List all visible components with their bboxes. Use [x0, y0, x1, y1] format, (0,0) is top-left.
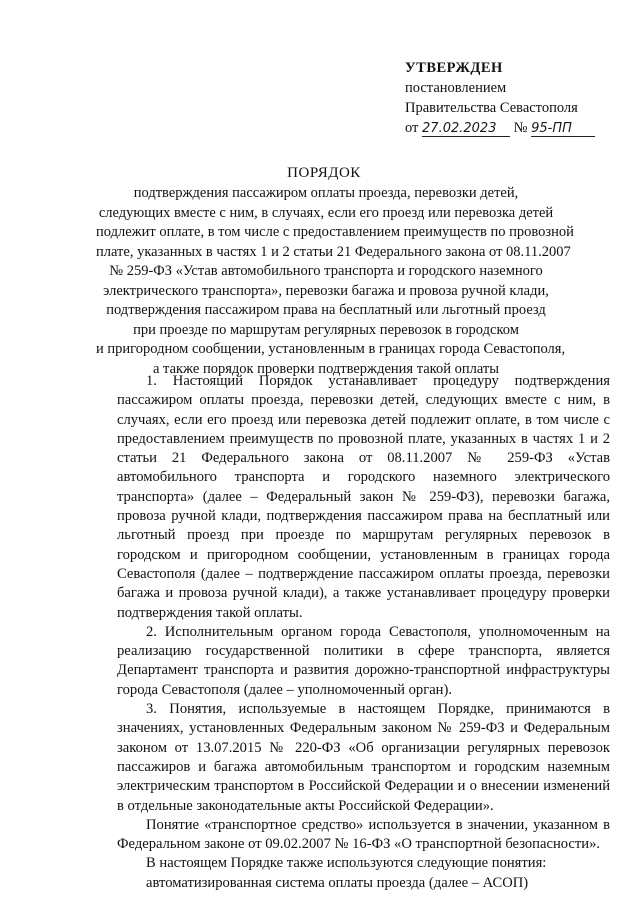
document-body — [117, 372, 610, 893]
number-label: № — [513, 120, 528, 136]
subtitle-line: плате, указанных в частях 1 и 2 статьи 21 Федерального закона от 08.11.2007 — [96, 243, 571, 260]
subtitle-line: подтверждения пассажиром права на бесплатный или льготный проезд — [106, 302, 546, 318]
handwritten-number: 95-ПП — [531, 121, 595, 137]
approval-heading: УТВЕРЖДЕН — [405, 60, 503, 76]
subtitle-line: № 259-ФЗ «Устав автомобильного транспорта и городского наземного — [109, 263, 543, 279]
paragraph-3: 3. Понятия, используемые в настоящем Порядке, принимаются в значениях, установленных Федеральным законом № 259-ФЗ и Федеральным законом от 13.07.2015 № 220-ФЗ «Об организации регулярных перевозок пассажиров и багажа автомобильным транспортом и городским наземным электрическим транспортом в Российской Федерации и о внесении изменений в отдельные законодательные акты Российской Федерации». — [117, 701, 610, 814]
subtitle-line: следующих вместе с ним, в случаях, если его проезд или перевозка детей — [98, 204, 554, 221]
paragraph-1: 1. Настоящий Порядок устанавливает процедуру подтверждения пассажиром оплаты проезда, перевозки детей, следующих вместе с ним, в случаях, если его проезд или перевозка детей подлежит оплате, в том числе с предоставлением преимуществ по провозной плате, указанных в частях 1 и 2 статьи 21 Федерального закона от 08.11.2007 № 259-ФЗ «Устав автомобильного транспорта и городского наземного электрического транспорта» (далее – Федеральный закон № 259-ФЗ), перевозки багажа, провоза ручной клади, подтверждения пассажиром права на бесплатный или льготный проезд при проезде по маршрутам регулярных перевозок в городском и пригородном сообщении, установленным в границах города Севастополя (далее – подтверждение пассажиром оплаты проезда, перевозки багажа и провоза ручной клади), а также устанавливает процедуру проверки подтверждения такой оплаты. — [117, 373, 610, 621]
handwritten-date: 27.02.2023 — [422, 121, 510, 137]
subtitle-line: подтверждения пассажиром оплаты проезда, перевозки детей, — [133, 185, 519, 201]
approval-block — [405, 58, 631, 138]
subtitle-line: электрического транспорта», перевозки багажа и провоза ручной клади, — [103, 282, 549, 299]
approval-line-resolution: постановлением — [405, 80, 507, 96]
paragraph-2: 2. Исполнительным органом города Севастополя, уполномоченным на реализацию государственной политики в сфере транспорта, является Департамент транспорта и развития дорожно-транспортной инфраструктуры города Севастополя (далее – уполномоченный орган). — [117, 623, 610, 698]
approval-date-number-row — [405, 118, 631, 138]
subtitle-line: а также порядок проверки подтверждения такой оплаты — [153, 360, 499, 377]
paragraph-asop: автоматизированная система оплаты проезда (далее – АСОП) — [146, 874, 529, 891]
subtitle-line: подлежит оплате, в том числе с предоставлением преимуществ по провозной — [96, 224, 574, 240]
document-subtitle — [96, 184, 574, 379]
document-title: ПОРЯДОК — [287, 165, 361, 181]
paragraph-vehicle-definition: Понятие «транспортное средство» используется в значении, указанном в Федеральном законе от 09.02.2007 № 16-ФЗ «О транспортной безопасности». — [117, 816, 610, 853]
subtitle-line: при проезде по маршрутам регулярных перевозок в городском — [133, 321, 519, 338]
paragraph-terms-intro: В настоящем Порядке также используются следующие понятия: — [146, 855, 547, 872]
approval-line-government: Правительства Севастополя — [405, 100, 578, 116]
subtitle-line: и пригородном сообщении, установленным в границах города Севастополя, — [96, 341, 566, 357]
from-label: от — [405, 120, 419, 136]
